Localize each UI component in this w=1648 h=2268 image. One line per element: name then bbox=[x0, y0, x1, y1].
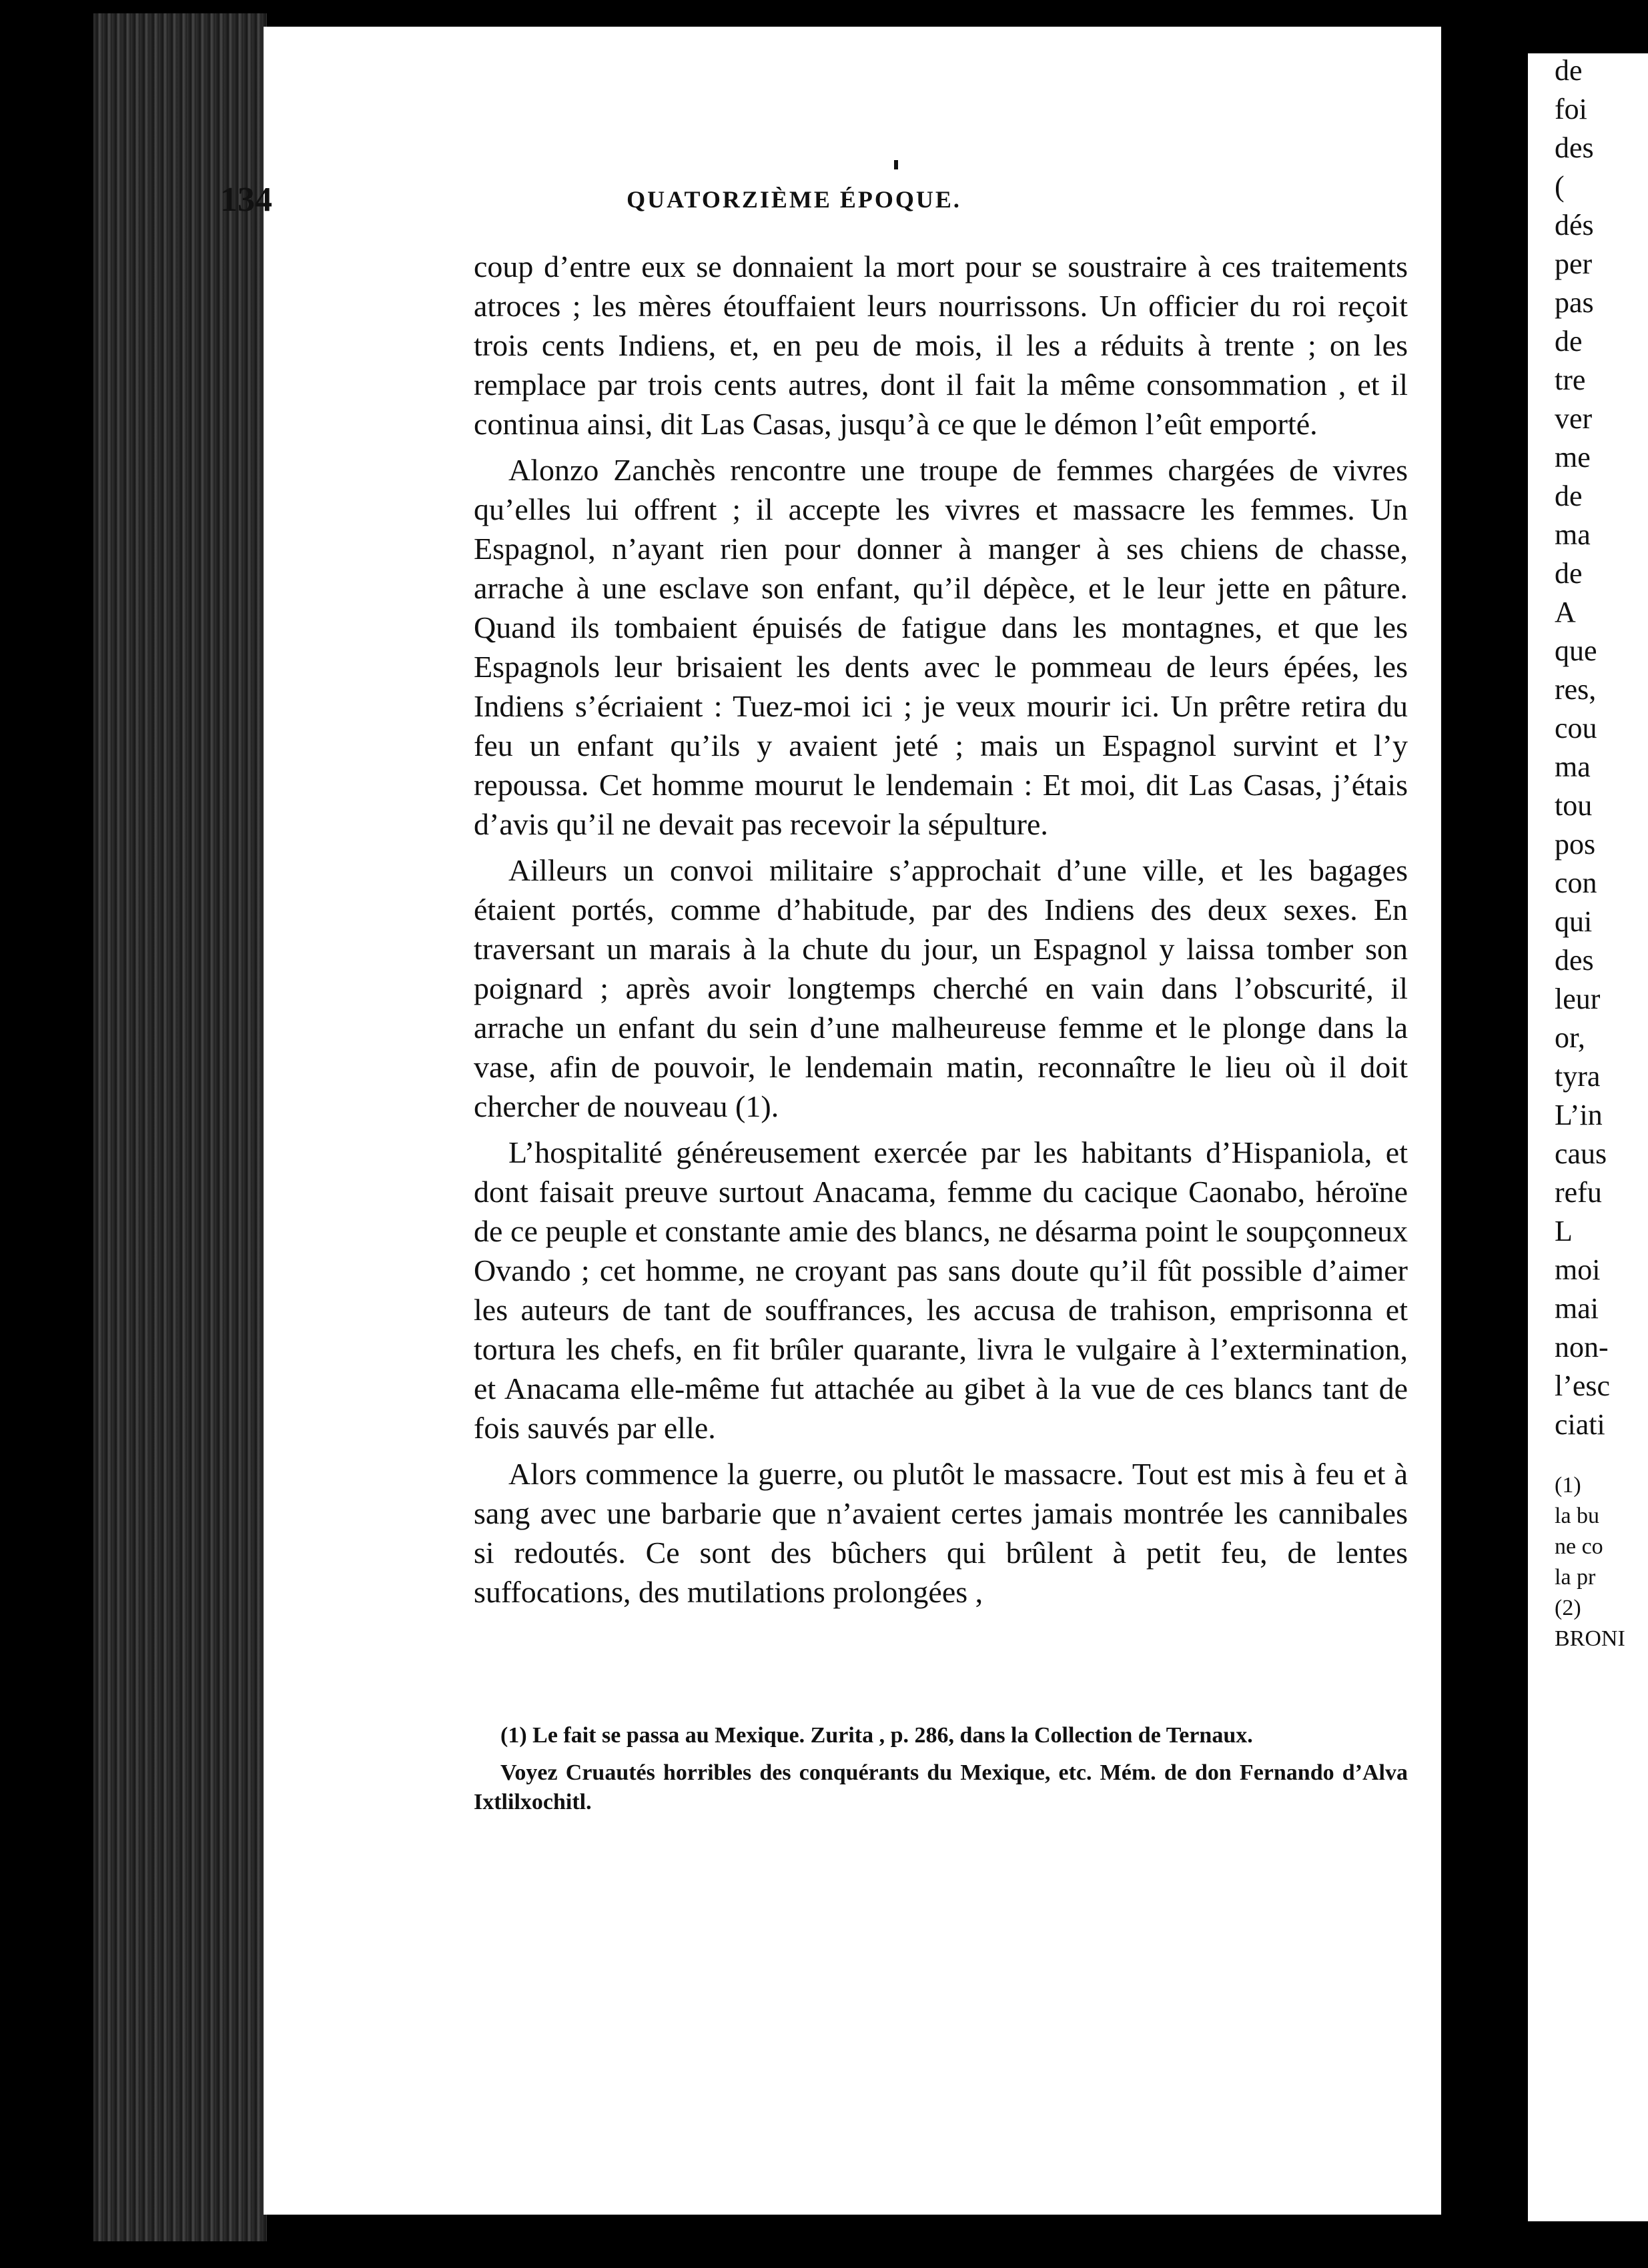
facing-page-edge bbox=[1528, 53, 1648, 2221]
facing-page-fragment: la pr bbox=[1555, 1565, 1596, 1590]
facing-page-fragment: de bbox=[1555, 480, 1583, 512]
facing-page-fragment: foi bbox=[1555, 93, 1587, 125]
body-text bbox=[474, 247, 1408, 1618]
facing-page-fragment: tyra bbox=[1555, 1060, 1601, 1093]
paragraph: Alors commence la guerre, ou plutôt le massacre. Tout est mis à feu et à sang avec une barbarie que n’avaient certes jamais montrée les cannibales si redoutés. Ce sont des bûchers qui brûlent à petit feu, de lentes suffocations, des mutilations prolongées , bbox=[474, 1457, 1408, 1609]
facing-page-fragment: cou bbox=[1555, 712, 1597, 744]
page-number: 134 bbox=[220, 181, 272, 219]
facing-page-fragment: ma bbox=[1555, 750, 1591, 783]
facing-page-fragment: des bbox=[1555, 131, 1594, 164]
gutter bbox=[1441, 0, 1528, 2268]
facing-page-fragment: tou bbox=[1555, 789, 1593, 822]
facing-page-fragment: de bbox=[1555, 557, 1583, 590]
facing-page-fragment: ver bbox=[1555, 402, 1593, 435]
facing-page-fragment: moi bbox=[1555, 1253, 1601, 1286]
facing-page-fragment: non- bbox=[1555, 1331, 1609, 1363]
facing-page-fragment: ne co bbox=[1555, 1534, 1603, 1559]
paragraph: Ailleurs un convoi militaire s’approchait d’une ville, et les bagages étaient portés, comme d’habitude, par des Indiens des deux sexes. En traversant un marais à la chute du jour, un Espagnol y laissa tomber son poignard ; après avoir longtemps cherché en vain dans l’obscurité, il arrache un enfant du sein d’une malheureuse femme et le plonge dans la vase, afin de pouvoir, le lendemain matin, reconnaître le lieu où il doit chercher de nouveau (1). bbox=[474, 853, 1408, 1123]
facing-page-fragment: pas bbox=[1555, 286, 1594, 319]
facing-page-fragment: mai bbox=[1555, 1292, 1599, 1325]
page-header bbox=[220, 180, 1401, 227]
footnote: Voyez Cruautés horribles des conquérants du Mexique, etc. Mém. de don Fernando d’Alva Ixtlilxochitl. bbox=[474, 1760, 1408, 1814]
facing-page-fragment: L bbox=[1555, 1215, 1573, 1247]
facing-page-fragment: la bu bbox=[1555, 1504, 1600, 1528]
facing-page-fragment: per bbox=[1555, 247, 1593, 280]
print-speck bbox=[894, 160, 898, 169]
book-page-edges bbox=[93, 13, 267, 2241]
facing-page-fragment: dés bbox=[1555, 209, 1594, 241]
facing-page-fragment: res, bbox=[1555, 673, 1597, 706]
facing-page-fragment: con bbox=[1555, 867, 1597, 899]
facing-page-fragment: des bbox=[1555, 944, 1594, 977]
paragraph: coup d’entre eux se donnaient la mort pour se soustraire à ces traitements atroces ; les mères étouffaient leurs nourrissons. Un officier du roi reçoit trois cents Indiens, et, en peu de mois, il les a réduits à trente ; on les remplace par trois cents autres, dont il fait la même consommation , et il continua ainsi, dit Las Casas, jusqu’à ce que le démon l’eût emporté. bbox=[474, 249, 1408, 441]
facing-page-fragment: de bbox=[1555, 54, 1583, 87]
facing-page-fragment: refu bbox=[1555, 1176, 1602, 1209]
facing-page-fragment: pos bbox=[1555, 828, 1596, 861]
facing-page-fragment: ma bbox=[1555, 518, 1591, 551]
facing-page-fragment: leur bbox=[1555, 983, 1601, 1015]
facing-page-fragment: BRONI bbox=[1555, 1626, 1625, 1651]
facing-page-fragment: (1) bbox=[1555, 1473, 1581, 1498]
facing-page-fragment: me bbox=[1555, 441, 1591, 474]
paragraph: Alonzo Zanchès rencontre une troupe de femmes chargées de vivres qu’elles lui offrent ; il accepte les vivres et massacre les femmes. Un Espagnol, n’ayant rien pour donner à manger à ses chiens de chasse, arrache à une esclave son enfant, qu’il dépèce, et le leur jette en pâture. Quand ils tombaient épuisés de fatigue dans les montagnes, et que les Espagnols leur brisaient les dents avec le pommeau de leurs épées, les Indiens s’écriaient : Tuez-moi ici ; je veux mourir ici. Un prêtre retira du feu un enfant qu’ils y avaient jeté ; mais un Espagnol survint et l’y repoussa. Cet homme mourut le lendemain : Et moi, dit Las Casas, j’étais d’avis qu’il ne devait pas recevoir la sépulture. bbox=[474, 453, 1408, 841]
facing-page-fragment: que bbox=[1555, 634, 1597, 667]
facing-page-fragment: A bbox=[1555, 596, 1576, 628]
running-head: QUATORZIÈME ÉPOQUE. bbox=[627, 186, 961, 213]
footnotes bbox=[474, 1721, 1408, 1825]
facing-page-fragment: caus bbox=[1555, 1137, 1607, 1170]
facing-page-fragment: ciati bbox=[1555, 1408, 1605, 1441]
facing-page-fragment: (2) bbox=[1555, 1596, 1581, 1620]
facing-page-fragment: ( bbox=[1555, 170, 1565, 203]
facing-page-fragment: or, bbox=[1555, 1021, 1585, 1054]
facing-page-fragment: de bbox=[1555, 325, 1583, 358]
facing-page-fragment: qui bbox=[1555, 905, 1593, 938]
facing-page-fragment: tre bbox=[1555, 364, 1586, 396]
facing-page-fragment: L’in bbox=[1555, 1099, 1603, 1131]
paragraph: L’hospitalité généreusement exercée par les habitants d’Hispaniola, et dont faisait preuve surtout Anacama, femme du cacique Caonabo, héroïne de ce peuple et constante amie des blancs, ne désarma point le soupçonneux Ovando ; cet homme, ne croyant pas sans doute qu’il fût possible d’aimer les auteurs de tant de souffrances, les accusa de trahison, emprisonna et tortura les chefs, en fit brûler quarante, livra le vulgaire à l’extermination, et Anacama elle-même fut attachée au gibet à la vue de ces blancs tant de fois sauvés par elle. bbox=[474, 1135, 1408, 1445]
facing-page-fragment: l’esc bbox=[1555, 1369, 1611, 1402]
footnote: (1) Le fait se passa au Mexique. Zurita , p. 286, dans la Collection de Ternaux. bbox=[500, 1723, 1253, 1748]
